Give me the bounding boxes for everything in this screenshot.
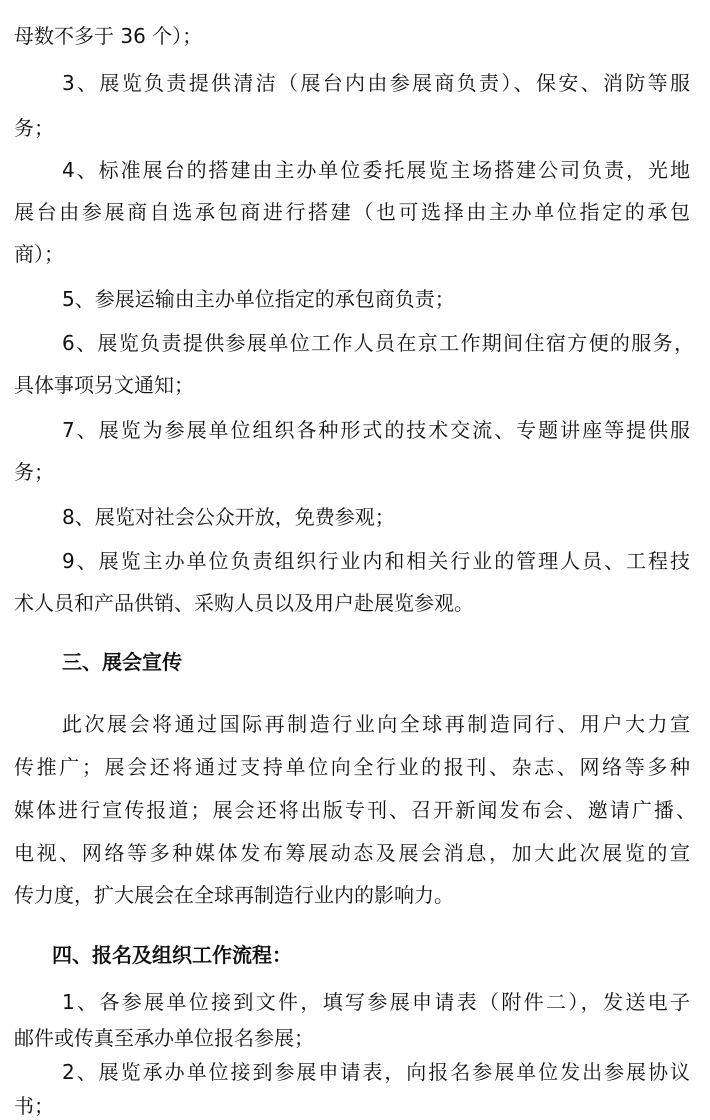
paragraph-line: 邮件或传真至承办单位报名参展； (14, 1026, 314, 1050)
paragraph-line: 书； (14, 1094, 54, 1118)
paragraph-line: 具体事项另文通知； (14, 373, 194, 397)
paragraph-line: 务； (14, 116, 54, 140)
paragraph-line: 9、展览主办单位负责组织行业内和相关行业的管理人员、工程技 (62, 549, 690, 573)
section-heading: 四、报名及组织工作流程： (52, 943, 292, 967)
paragraph-line: 4、标准展台的搭建由主办单位委托展览主场搭建公司负责，光地 (62, 158, 690, 182)
paragraph-line: 传推广；展会还将通过支持单位向全行业的报刊、杂志、网络等多种 (14, 755, 690, 779)
paragraph-line: 3、展览负责提供清洁（展台内由参展商负责）、保安、消防等服 (62, 71, 690, 95)
paragraph-line: 电视、网络等多种媒体发布筹展动态及展会消息，加大此次展览的宣 (14, 841, 690, 865)
paragraph-line: 7、展览为参展单位组织各种形式的技术交流、专题讲座等提供服 (62, 418, 690, 442)
paragraph-line: 展台由参展商自选承包商进行搭建（也可选择由主办单位指定的承包 (14, 200, 690, 224)
paragraph-line: 务； (14, 460, 54, 484)
paragraph-line: 5、参展运输由主办单位指定的承包商负责； (62, 287, 455, 311)
paragraph-line: 术人员和产品供销、采购人员以及用户赴展览参观。 (14, 591, 474, 615)
paragraph-line: 8、展览对社会公众开放，免费参观； (62, 505, 395, 529)
section-heading: 三、展会宣传 (62, 650, 182, 674)
paragraph-line: 2、展览承办单位接到参展申请表，向报名参展单位发出参展协议 (62, 1060, 690, 1084)
paragraph-line: 商）； (14, 242, 64, 266)
paragraph-line: 此次展会将通过国际再制造行业向全球再制造同行、用户大力宣 (62, 712, 690, 736)
paragraph-line: 传力度，扩大展会在全球再制造行业内的影响力。 (14, 883, 454, 907)
paragraph-line: 媒体进行宣传报道；展会还将出版专刊、召开新闻发布会、邀请广播、 (14, 798, 696, 822)
paragraph-line: 1、各参展单位接到文件，填写参展申请表（附件二），发送电子 (62, 990, 690, 1014)
paragraph-line: 6、展览负责提供参展单位工作人员在京工作期间住宿方便的服务， (62, 331, 694, 355)
paragraph-line: 母数不多于 36 个）； (14, 24, 203, 48)
